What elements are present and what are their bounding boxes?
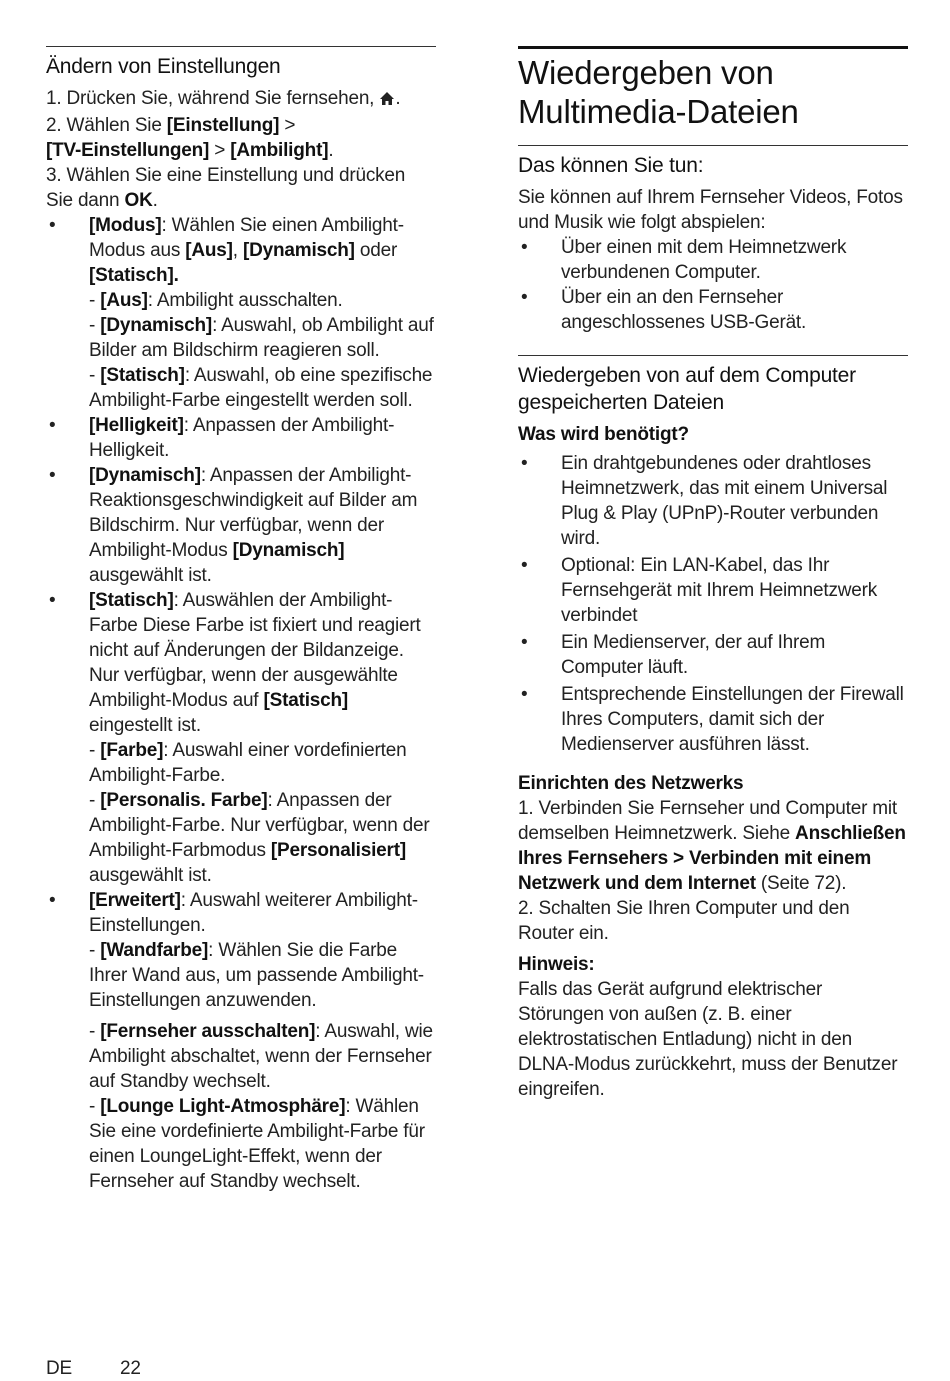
list-item: • Über einen mit dem Heimnetzwerk verbundenen Computer. [521, 237, 847, 283]
sub-option-farbe: - [Farbe]: Auswahl einer vordefinierten Ambilight-Farbe. [89, 740, 407, 786]
list-item-erweitert: • [Erweitert]: Auswahl weiterer Ambilight-Einstellungen. - [Wandfarbe]: Wählen Sie die Farbe Ihrer Wand aus, um passende Ambilight-Einstellungen anzuwenden. - [Fernseher ausschalten]: Auswahl, wie Ambilight abschaltet, wenn der Fernseher auf Standby wechselt. - [Lounge Light-Atmosphäre]: Wählen Sie eine vordefinierte Ambilight-Farbe für einen LoungeLight-Effekt, wenn der Fernseher auf Standby wechselt. [46, 888, 436, 1194]
section-rule [46, 46, 436, 47]
note-heading: Hinweis: [518, 954, 595, 975]
list-item: • Über ein an den Fernseher angeschlossenes USB-Gerät. [521, 287, 807, 333]
list-item-modus: • [Modus]: Wählen Sie einen Ambilight-Modus aus [Aus], [Dynamisch] oder [Statisch]. - [Aus]: Ambilight ausschalten. - [Dynamisch]: Auswahl, ob Ambilight auf Bilder am Bildschirm reagieren soll. - [Statisch]: Auswahl, ob eine spezifische Ambilight-Farbe eingestellt werden soll. [46, 213, 436, 413]
right-column [518, 0, 908, 1102]
page-number: 22 [120, 1358, 141, 1379]
bullet: • [49, 465, 56, 486]
title-rule [518, 46, 908, 49]
sub-option-statisch: - [Statisch]: Auswahl, ob eine spezifische Ambilight-Farbe eingestellt werden soll. [89, 365, 433, 411]
sub-option-personalis: - [Personalis. Farbe]: Anpassen der Ambilight-Farbe. Nur verfügbar, wenn der Ambilight-Farbmodus [Personalisiert] ausgewählt ist. [89, 790, 430, 886]
list-item: • Optional: Ein LAN-Kabel, das Ihr Fernsehgerät mit Ihrem Heimnetzwerk verbindet [521, 555, 878, 626]
sub-option-fernseher-aus: - [Fernseher ausschalten]: Auswahl, wie Ambilight abschaltet, wenn der Fernseher auf Standby wechselt. [89, 1021, 433, 1092]
sub-option-aus: - [Aus]: Ambilight ausschalten. [89, 290, 343, 311]
section-rule [518, 145, 908, 146]
left-column [46, 0, 436, 1194]
page-title: Wiedergeben von Multimedia-Dateien [518, 54, 799, 130]
list-item-statisch: • [Statisch]: Auswählen der Ambilight-Farbe Diese Farbe ist fixiert und reagiert nicht auf Änderungen der Bildanzeige. Nur verfügbar, wenn der ausgewählte Ambilight-Modus auf [Statisch] eingestellt ist. - [Farbe]: Auswahl einer vordefinierten Ambilight-Farbe. - [Personalis. Farbe]: Anpassen der Ambilight-Farbe. Nur verfügbar, wenn der Ambilight-Farbmodus [Personalisiert] ausgewählt ist. [46, 588, 436, 888]
bullet: • [49, 590, 56, 611]
list-item: • Entsprechende Einstellungen der Firewall Ihres Computers, damit sich der Medienserver ausführen lässt. [521, 684, 904, 755]
footer-language: DE [46, 1358, 72, 1379]
requirements-heading: Was wird benötigt? [518, 424, 689, 445]
bullet: • [49, 890, 56, 911]
step-2: 2. Wählen Sie [Einstellung] > [TV-Einstellungen] > [Ambilight]. [46, 115, 334, 161]
step-1-text: 1. Drücken Sie, während Sie fernsehen, [46, 88, 375, 109]
list-item-dynamisch: • [Dynamisch]: Anpassen der Ambilight-Reaktionsgeschwindigkeit auf Bilder am Bildschirm. Nur verfügbar, wenn der Ambilight-Modus [Dynamisch] ausgewählt ist. [49, 465, 418, 586]
list-item-helligkeit: • [Helligkeit]: Anpassen der Ambilight-Helligkeit. [49, 415, 395, 461]
sub-option-dynamisch: - [Dynamisch]: Auswahl, ob Ambilight auf Bilder am Bildschirm reagieren soll. [89, 315, 434, 361]
intro-text: Sie können auf Ihrem Fernseher Videos, Fotos und Musik wie folgt abspielen: [518, 187, 903, 233]
capability-list [518, 235, 908, 335]
bullet: • [49, 415, 56, 436]
home-icon [379, 88, 395, 113]
step-3: 3. Wählen Sie eine Einstellung und drücken Sie dann OK. [46, 165, 406, 211]
network-step-2: 2. Schalten Sie Ihren Computer und den Router ein. [518, 898, 850, 944]
section-rule [518, 355, 908, 356]
list-item: • Ein Medienserver, der auf Ihrem Computer läuft. [521, 632, 826, 678]
note-text: Falls das Gerät aufgrund elektrischer Störungen von außen (z. B. einer elektrostatischen Entladung) nicht in den DLNA-Modus zurückkehrt, muss der Benutzer eingreifen. [518, 979, 898, 1100]
sub-option-wandfarbe: - [Wandfarbe]: Wählen Sie die Farbe Ihrer Wand aus, um passende Ambilight-Einstellungen anzuwenden. [89, 940, 424, 1011]
settings-list [46, 213, 436, 1194]
sub-option-lounge: - [Lounge Light-Atmosphäre]: Wählen Sie eine vordefinierte Ambilight-Farbe für einen LoungeLight-Effekt, wenn der Fernseher auf Standby wechselt. [89, 1096, 425, 1192]
network-heading: Einrichten des Netzwerks [518, 773, 744, 794]
step-1: 1. Drücken Sie, während Sie fernsehen, . [46, 86, 436, 113]
bullet: • [49, 215, 56, 236]
requirements-list [518, 451, 908, 757]
list-item: • Ein drahtgebundenes oder drahtloses Heimnetzwerk, das mit einem Universal Plug & Play (UPnP)-Router verbunden wird. [521, 453, 888, 549]
section-heading-das-koennen: Das können Sie tun: [518, 154, 704, 177]
section-heading: Ändern von Einstellungen [46, 55, 281, 78]
section-heading-computer-dateien: Wiedergeben von auf dem Computer gespeicherten Dateien [518, 364, 856, 414]
network-step-1: 1. Verbinden Sie Fernseher und Computer mit demselben Heimnetzwerk. Siehe Anschließen Ihres Fernsehers > Verbinden mit einem Netzwerk und dem Internet (Seite 72). [518, 798, 906, 894]
